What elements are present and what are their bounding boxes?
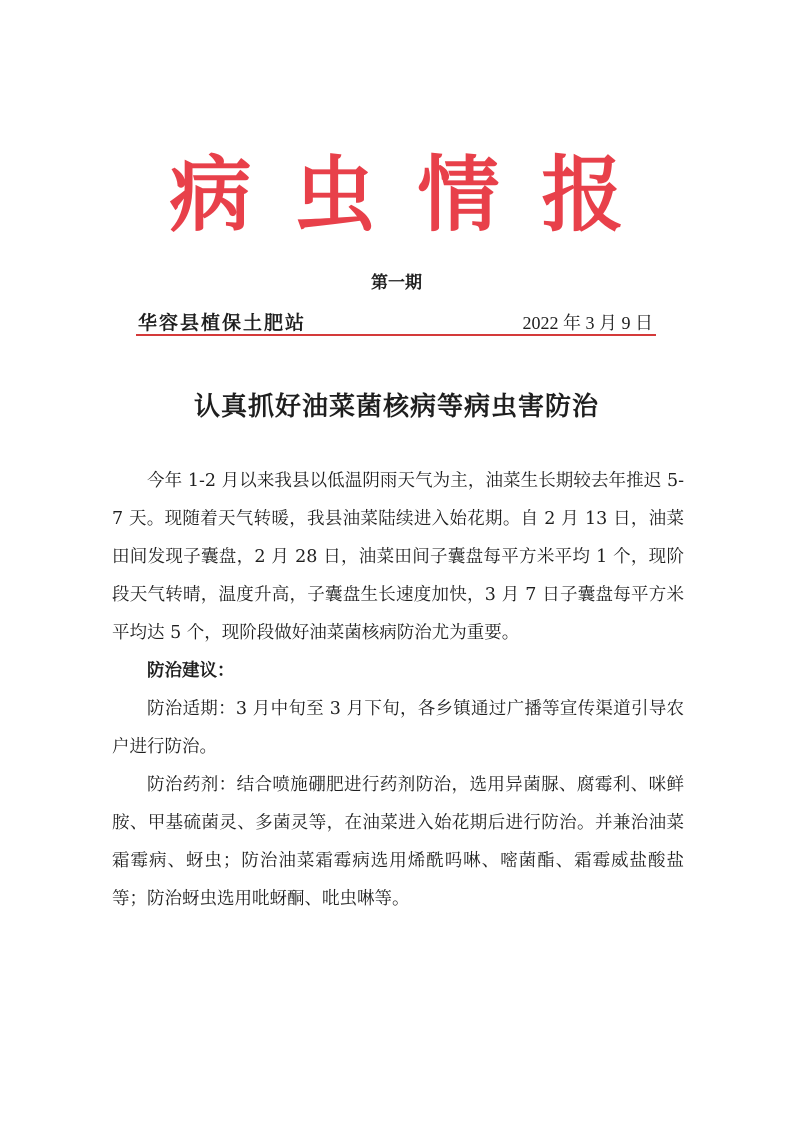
header-divider xyxy=(136,334,656,336)
article-body xyxy=(112,462,684,918)
organization-name: 华容县植保土肥站 xyxy=(138,312,307,334)
article-title: 认真抓好油菜菌核病等病虫害防治 xyxy=(193,392,599,422)
issue-number: 第一期 xyxy=(371,273,422,293)
issue-date: 2022 年 3 月 9 日 xyxy=(522,313,653,333)
paragraph-timing: 防治适期：3 月中旬至 3 月下旬，各乡镇通过广播等宣传渠道引导农户进行防治。 xyxy=(112,699,684,757)
paragraph-situation: 今年 1-2 月以来我县以低温阴雨天气为主，油菜生长期较去年推迟 5-7 天。现随着天气转暖，我县油菜陆续进入始花期。自 2 月 13 日，油菜田间发现子囊盘，2 月 28 日，油菜田间子囊盘每平方米平均 1 个，现阶段天气转晴，温度升高，子囊盘生长速度加快，3 月 7 日子囊盘每平方米平均达 5 个，现阶段做好油菜菌核病防治尤为重要。 xyxy=(112,471,684,643)
masthead-title: 病虫情报 xyxy=(169,147,666,243)
paragraph-pesticides: 防治药剂：结合喷施硼肥进行药剂防治，选用异菌脲、腐霉利、咪鲜胺、甲基硫菌灵、多菌灵等，在油菜进入始花期后进行防治。并兼治油菜霜霉病、蚜虫；防治油菜霜霉病选用烯酰吗啉、嘧菌酯、霜霉威盐酸盐等；防治蚜虫选用吡蚜酮、吡虫啉等。 xyxy=(112,775,684,909)
paragraph-advice-heading: 防治建议： xyxy=(147,661,235,681)
